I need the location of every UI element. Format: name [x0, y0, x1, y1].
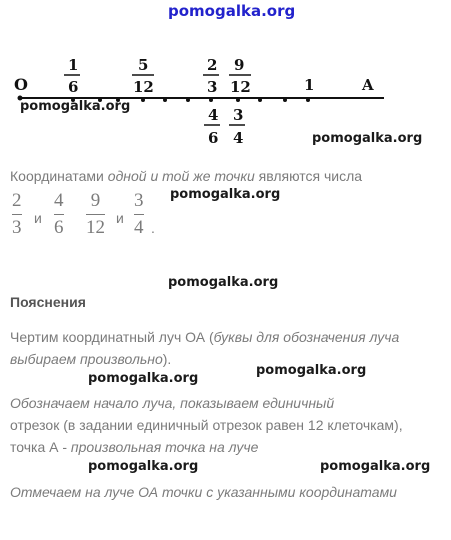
fractions-row — [8, 190, 308, 246]
frac-num: 5 — [138, 56, 149, 74]
frac-den: 6 — [54, 217, 64, 238]
frac-num: 3 — [134, 190, 144, 211]
watermark-3: pomogalka.org — [170, 187, 281, 202]
frac-num: 1 — [68, 56, 79, 74]
watermark-1: pomogalka.org — [20, 99, 131, 114]
explanation-heading: Пояснения — [10, 294, 86, 310]
watermark-7: pomogalka.org — [88, 459, 199, 474]
fraction-2-3-text — [12, 190, 22, 239]
watermark-4: pomogalka.org — [168, 275, 279, 290]
fraction-3-4 — [229, 106, 245, 147]
p1-end: ). — [162, 351, 172, 367]
watermark-2: pomogalka.org — [312, 131, 423, 146]
and-word-2: и — [116, 210, 124, 226]
one-label: 1 — [304, 76, 315, 94]
fraction-5-12 — [132, 56, 154, 96]
frac-den: 3 — [207, 78, 218, 96]
frac-num: 2 — [207, 56, 218, 74]
p3-italic: Отмечаем на луче ОА — [10, 484, 162, 500]
frac-num: 2 — [12, 190, 22, 211]
p2-normal: отрезок (в задании единичный отрезок равен 12 клеточкам), точка А - — [10, 417, 403, 455]
frac-num: 3 — [233, 106, 244, 124]
p1-normal: Чертим координатный луч ОА ( — [10, 329, 214, 345]
frac-den: 4 — [134, 217, 144, 238]
fraction-9-12 — [229, 56, 251, 96]
frac-den: 6 — [208, 129, 219, 147]
watermark-8: pomogalka.org — [320, 459, 431, 474]
origin-label: O — [14, 75, 28, 94]
frac-den: 3 — [12, 217, 22, 238]
watermark-5: pomogalka.org — [88, 371, 199, 386]
watermark-top: pomogalka.org — [168, 2, 296, 20]
explanation-paragraph-2 — [10, 392, 440, 458]
watermark-6: pomogalka.org — [256, 363, 367, 378]
statement-italic: одной и той же точки — [107, 168, 255, 184]
frac-den: 6 — [68, 78, 79, 96]
frac-num: 4 — [208, 106, 219, 124]
fraction-1-6 — [64, 56, 80, 96]
p2-italic2: произвольная точка на луче — [70, 439, 259, 455]
p3-italic2: точки с указанными координатами — [162, 484, 397, 500]
statement-line — [10, 168, 362, 184]
fraction-2-3 — [203, 56, 219, 96]
statement-end: . — [151, 220, 155, 236]
point-a-label: A — [362, 76, 374, 94]
statement-part3: являются числа — [254, 168, 363, 184]
statement-part1: Координатами — [10, 168, 108, 184]
frac-num: 9 — [90, 190, 101, 211]
fraction-4-6-text — [54, 190, 64, 239]
frac-den: 12 — [230, 78, 251, 96]
frac-den: 12 — [86, 217, 105, 238]
p1-italic: буквы для обозначения луча выбираем произвольно — [10, 329, 400, 367]
frac-den: 12 — [133, 78, 154, 96]
and-word-1: и — [34, 210, 42, 226]
frac-den: 4 — [233, 129, 244, 147]
explanation-paragraph-1 — [10, 326, 440, 370]
fraction-9-12-text — [86, 190, 105, 239]
fraction-4-6 — [204, 106, 220, 147]
fraction-3-4-text — [134, 190, 144, 239]
p2-italic: Обозначаем начало луча, показываем единичный — [10, 395, 335, 411]
frac-num: 9 — [234, 56, 245, 74]
frac-num: 4 — [54, 190, 64, 211]
explanation-paragraph-3 — [10, 481, 440, 503]
